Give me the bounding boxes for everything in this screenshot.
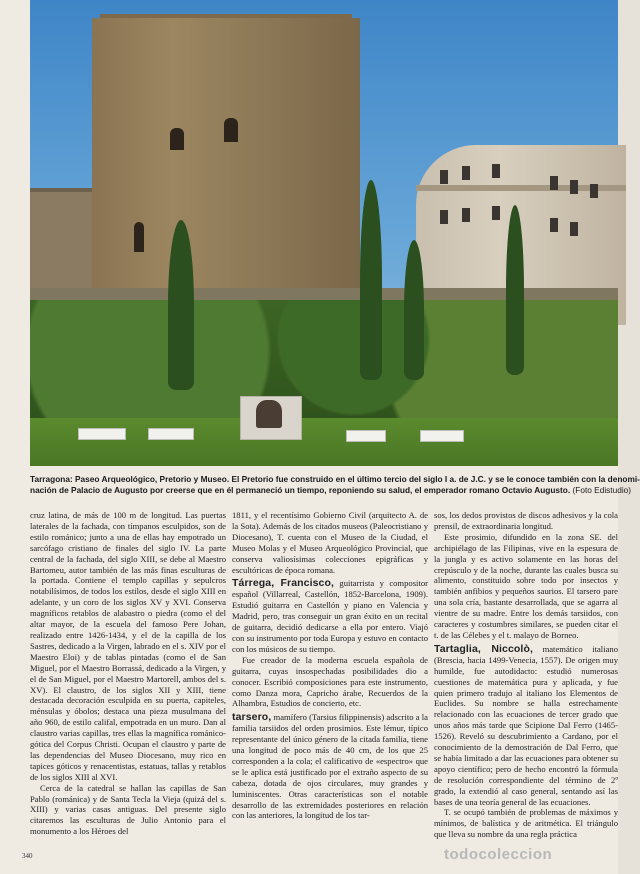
museum-window xyxy=(492,164,500,178)
body-text: Este prosimio, difundido en la zona SE. del archipiélago de las Filipinas, vive en la espesura de la jungla y es activo solamente en las horas del crepúsculo y de la noche, durante las cuales busca su alimento, constituido sobre todo por insectos y también anfibios y pequeños saurios. El tarsero pare una sola cría, bastante desarrollada, que se agarra al vientre de su madre. Entre los demás tarsiidos, con caracteres y costumbres similares, se pueden citar el t. de las Célebes y el t. malayo de Borneo. xyxy=(434,531,618,640)
garden-trees xyxy=(30,300,618,430)
museum-window xyxy=(462,166,470,180)
tower-window xyxy=(224,118,238,142)
museum-window xyxy=(570,222,578,236)
museum-window xyxy=(462,208,470,222)
body-text: Fue creador de la moderna escuela española de guitarra, cuyas insospechadas posibilidades dio a conocer. Escribió composiciones para este instrumento, como Danza mora, Capricho árabe, Recuerdos de la Alhambra, Estudios de concierto, etc. xyxy=(232,654,428,709)
cypress-tree xyxy=(360,180,382,380)
body-text: cruz latina, de más de 100 m de longitud. Las puertas laterales de la fachada, con tímpanos esculpidos, son de estilo románico; junto a una de ellas hay empotrado un sarcófago cristiano de finales del siglo IV. La parte central de la fachada, del siglo XIII, se debe al Maestro Bartomeu, autor también de las más finas esculturas de la portada. Contiene el templo capillas y sepulcros notabilísimos, de todos los estilos, desde el siglo XIII en adelante, y un coro de los siglos XV y XVI. Conserva magníficos retablos de alabastro o piedra (como el del altar mayor, de la escuela del famoso Pere Johan, realizado entre 1426-1434, y el de la capilla de los Sastres, dedicado a la Virgen, labrado en el s. XIV por el Maestro Eloi) y de tablas pintadas (como el de San Miguel, por el Maestro Borrassá, dedicado a la Virgen, y el de San Miguel, por el Maestro Martorell, ambos del s. XV). El claustro, de los siglos XII y XIII, tiene destacada decoración esculpida en su puerta, capiteles, ménsulas y óbolos; destaca una pieza musulmana del año 960, de estilo califal, empotrada en un muro. Dan al claustro varias capillas, tres ellas la magnífica románico-gótica del Corpus Christi. Ocupan el claustro y parte de las dependencias del Museo Diocesano, muy rico en tapices góticos y renacentistas, estatuas, tallas y retablos de los siglos XIII al XVI. xyxy=(30,510,226,782)
museum-window xyxy=(440,170,448,184)
caption-line-1: Tarragona: Paseo Arqueológico, Pretorio y Museo. El Pretorio fue construido en el último tercio del siglo I a. de J.C. y se le conoce también con la denomi- xyxy=(30,474,640,484)
lawn xyxy=(30,418,618,466)
column-1 xyxy=(30,510,226,837)
museum-window xyxy=(590,184,598,198)
entry-tarrega xyxy=(232,578,428,654)
bench xyxy=(420,430,464,442)
entry-tartaglia xyxy=(434,644,618,808)
body-text: sos, los dedos provistos de discos adhesivos y la cola prensil, de extraordinaria longitud. xyxy=(434,510,618,531)
photo-caption xyxy=(30,474,640,496)
photo-credit: (Foto Edistudio) xyxy=(572,485,632,495)
body-text: Cerca de la catedral se hallan las capillas de San Pablo (románica) y de Santa Tecla la Vieja (quizá del s. XIII) y varias casas antiguas. Del presente siglo citaremos las esculturas de Julio Antonio para el monumento a los Héroes del xyxy=(30,782,226,837)
bench xyxy=(346,430,386,442)
entry-text: guitarrista y compositor español (Villarreal, Castellón, 1852-Barcelona, 1909). Estudió guitarra en Castellón y piano en Valencia y Madrid, pero, tras conseguir un gran éxito en un recital de guitarra, decidió dedicarse a ella por entero. Viajó con su instrumento por toda Europa y estuvo en contacto con los músicos de su tiempo. xyxy=(232,578,428,654)
cypress-tree xyxy=(506,205,524,375)
entry-text: matemático italiano (Brescia, hacia 1499-Venecia, 1557). De origen muy humilde, fue autodidacto: estudió numerosas cuestiones de matemática pura y aplicada, y fue quien primero tradujo al italiano los Elementos de Euclides. Su nombre se halla estrechamente relacionado con las ecuaciones de tercer grado que unos años más tarde que Scipione Dal Ferro (1465-1526). Reveló su descubrimiento a Cardano, por el conocimiento de la demostración de Dal Ferro, que se había limitado a dar las ecuaciones para obtener su apoyo científico; pero de hecho encontró la fórmula de resolución correspondiente del término de 2º grado, la extendió al caso general, sentando así las bases de una teoría general de las ecuaciones. xyxy=(434,643,618,807)
entry-text: mamífero (Tarsius filippinensis) adscrito a la familia tarsiidos del orden prosimios. Este lémur, típico representante del único género de la citada familia, tiene una longitud de poco más de 40 cm, de los que 25 corresponden a la cola; el calificativo de «espectro» que se le aplica está justificado por el extraño aspecto de su cabeza, dotada de ojos circulares, muy grandes y luminiscentes. Otras características son el notable desarrollo de las extremidades posteriores en relación con las anteriores, la longitud de los tar- xyxy=(232,712,428,821)
museum-window xyxy=(570,180,578,194)
entry-headword: Tárrega, Francisco, xyxy=(232,577,335,590)
cypress-tree xyxy=(168,220,194,390)
bench xyxy=(148,428,194,440)
column-2 xyxy=(232,510,428,821)
tower-window xyxy=(134,222,144,252)
pretorio-tower xyxy=(92,18,360,318)
cypress-tree xyxy=(404,240,424,380)
monument-sculpture xyxy=(256,400,282,428)
bench xyxy=(78,428,126,440)
watermark: todocoleccion xyxy=(444,846,553,863)
museum-window xyxy=(550,218,558,232)
museum-window xyxy=(492,206,500,220)
body-text: T. se ocupó también de problemas de máximos y mínimos, de balística y de aritmética. El triángulo que lleva su nombre da una regla práctica xyxy=(434,807,618,840)
tower-window xyxy=(170,128,184,150)
caption-line-2: nación de Palacio de Augusto por creerse que en él permaneció un tiempo, reponiendo su salud, el emperador romano Octavio Augusto. xyxy=(30,485,571,495)
entry-headword: tarsero, xyxy=(232,711,272,724)
tarragona-photo xyxy=(30,0,618,466)
column-3 xyxy=(434,510,618,840)
entry-tarsero xyxy=(232,712,428,821)
museum-window xyxy=(550,176,558,190)
entry-headword: Tartaglia, Niccolò, xyxy=(434,642,533,655)
page-number: 340 xyxy=(22,852,33,860)
museum-window xyxy=(440,210,448,224)
body-text: 1811, y el recentísimo Gobierno Civil (arquitecto A. de la Sota). Además de los citados museos (Paleocristiano y Diocesano), T. cuenta con el Museo de la Ciudad, el Museo Molas y el Museo Arqueológico Provincial, que conserva valiosísimas colecciones epigráficas y escultóricas de época romana. xyxy=(232,510,428,575)
